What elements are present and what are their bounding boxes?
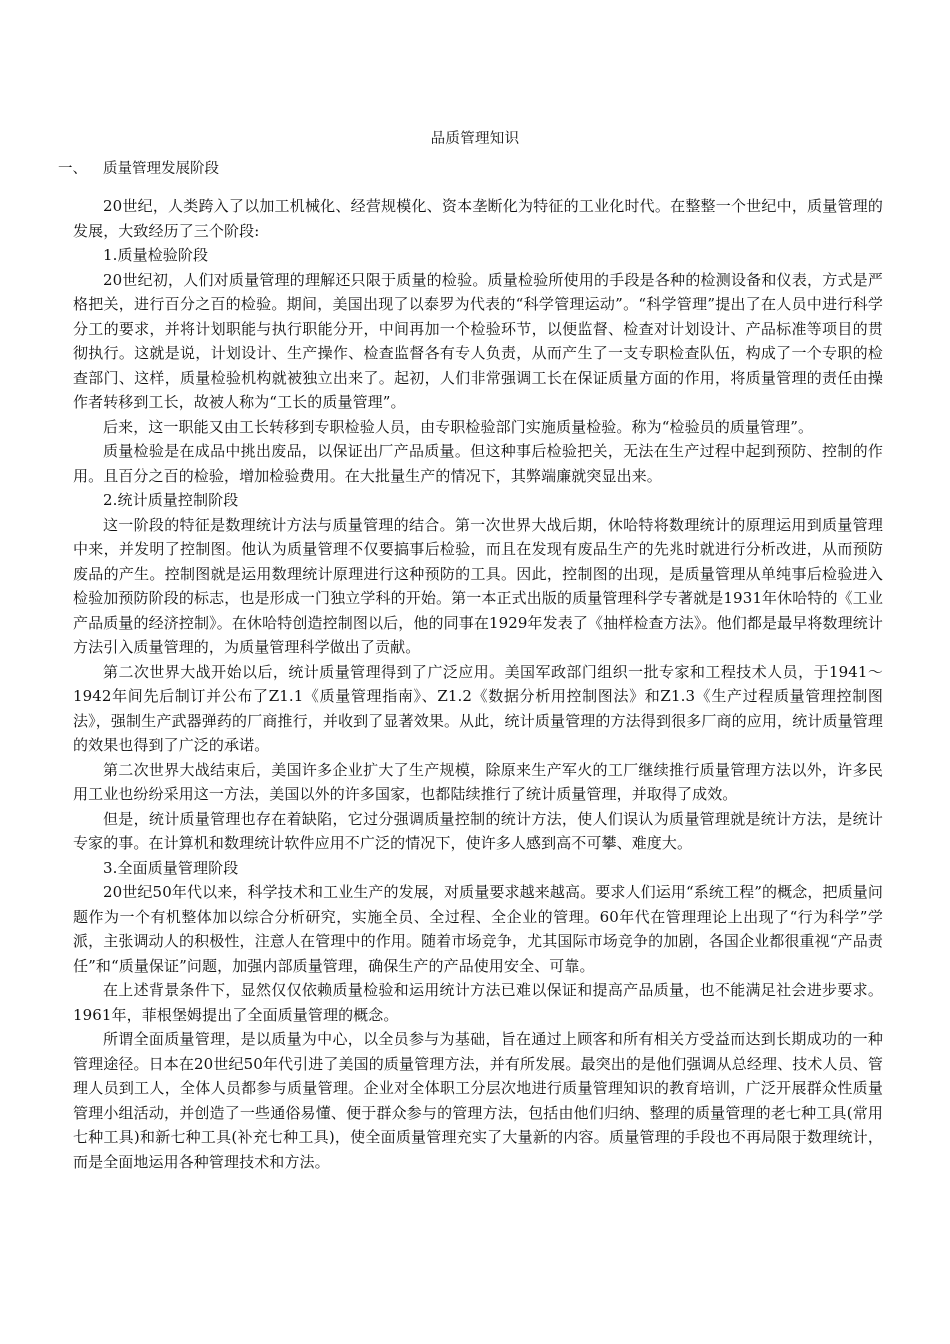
paragraph-inspection: 20世纪初，人们对质量管理的理解还只限于质量的检验。质量检验所使用的手段是各种的检测设备和仪表，方式是严格把关，进行百分之百的检验。期间，美国出现了以泰罗为代表的“科学管理运动”。“科学管理”提出了在人员中进行科学分工的要求，并将计划职能与执行职能分开，中间再加一个检验环节，以便监督、检查对计划设计、产品标准等项目的贯彻执行。这就是说，计划设计、生产操作、检查监督各有专人负责，从而产生了一支专职检查队伍，构成了一个专职的检查部门、这样，质量检验机构就被独立出来了。起初，人们非常强调工长在保证质量方面的作用，将质量管理的责任由操作者转移到工长，故被人称为“工长的质量管理”。 (73, 270, 883, 411)
paragraph-wwii-start: 第二次世界大战开始以后，统计质量管理得到了广泛应用。美国军政部门组织一批专家和工程技术人员，于1941～1942年间先后制订并公布了Z1.1《质量管理指南》、Z1.2《数据分析用控制图法》和Z1.3《生产过程质量管理控制图法》，强制生产武器弹药的厂商推行，并收到了显著效果。从此，统计质量管理的方法得到很多厂商的应用，统计质量管理的效果也得到了广泛的承诺。 (73, 662, 883, 754)
paragraph-statistical-drawbacks: 但是，统计质量管理也存在着缺陷，它过分强调质量控制的统计方法，使人们误认为质量管理就是统计方法，是统计专家的事。在计算机和数理统计软件应用不广泛的情况下，使许多人感到高不可攀、难度大。 (73, 809, 883, 852)
section-heading-text: 质量管理发展阶段 (103, 161, 219, 177)
paragraph-statistical: 这一阶段的特征是数理统计方法与质量管理的结合。第一次世界大战后期，休哈特将数理统计的原理运用到质量管理中来，并发明了控制图。他认为质量管理不仅要搞事后检验，而且在发现有废品生产的先兆时就进行分析改进，从而预防废品的产生。控制图就是运用数理统计原理进行这种预防的工具。因此，控制图的出现，是质量管理从单纯事后检验进入检验加预防阶段的标志，也是形成一门独立学科的开始。第一本正式出版的质量管理科学专著就是1931年休哈特的《工业产品质量的经济控制》。在休哈特创造控制图以后，他的同事在1929年发表了《抽样检查方法》。他们都是最早将数理统计方法引入质量管理的，为质量管理科学做出了贡献。 (73, 515, 883, 656)
paragraph-tqm-definition: 所谓全面质量管理，是以质量为中心，以全员参与为基础，旨在通过上顾客和所有相关方受益而达到长期成功的一种管理途径。日本在20世纪50年代引进了美国的质量管理方法，并有所发展。最突出的是他们强调从总经理、技术人员、管理人员到工人，全体人员都参与质量管理。企业对全体职工分层次地进行质量管理知识的教育培训，广泛开展群众性质量管理小组活动，并创造了一些通俗易懂、便于群众参与的管理方法，包括由他们归纳、整理的质量管理的老七种工具(常用七种工具)和新七种工具(补充七种工具)，使全面质量管理充实了大量新的内容。质量管理的手段也不再局限于数理统计，而是全面地运用各种管理技术和方法。 (73, 1030, 883, 1171)
document-body (73, 194, 883, 1174)
subheading-statistical-stage: 2.统计质量控制阶段 (103, 491, 239, 509)
paragraph-tqm-concept: 在上述背景条件下，显然仅仅依赖质量检验和运用统计方法已难以保证和提高产品质量，也不能满足社会进步要求。1961年，菲根堡姆提出了全面质量管理的概念。 (73, 981, 883, 1024)
paragraph-inspector: 后来，这一职能又由工长转移到专职检验人员，由专职检验部门实施质量检验。称为“检验员的质量管理”。 (103, 417, 814, 436)
document-title: 品质管理知识 (430, 131, 520, 147)
paragraph-intro: 20世纪，人类跨入了以加工机械化、经营规模化、资本垄断化为特征的工业化时代。在整整一个世纪中，质量管理的发展，大致经历了三个阶段: (73, 197, 883, 240)
subheading-inspection-stage: 1.质量检验阶段 (103, 246, 209, 264)
section-number: 一、 (58, 161, 87, 177)
subheading-tqm-stage: 3.全面质量管理阶段 (103, 858, 239, 877)
paragraph-wwii-end: 第二次世界大战结束后，美国许多企业扩大了生产规模，除原来生产军火的工厂继续推行质量管理方法以外，许多民用工业也纷纷采用这一方法，美国以外的许多国家，也都陆续推行了统计质量管理，并取得了成效。 (73, 760, 883, 803)
paragraph-inspection-drawbacks: 质量检验是在成品中挑出废品，以保证出厂产品质量。但这种事后检验把关，无法在生产过程中起到预防、控制的作用。且百分之百的检验，增加检验费用。在大批量生产的情况下，其弊端廉就突显出来。 (73, 442, 883, 485)
section-heading (58, 158, 898, 180)
paragraph-tqm-background: 20世纪50年代以来，科学技术和工业生产的发展，对质量要求越来越高。要求人们运用“系统工程”的概念，把质量问题作为一个有机整体加以综合分析研究，实施全员、全过程、全企业的管理。60年代在管理理论上出现了“行为科学”学派，主张调动人的积极性，注意人在管理中的作用。随着市场竞争，尤其国际市场竞争的加剧，各国企业都很重视“产品责任”和“质量保证”问题，加强内部质量管理，确保生产的产品使用安全、可靠。 (73, 883, 883, 975)
